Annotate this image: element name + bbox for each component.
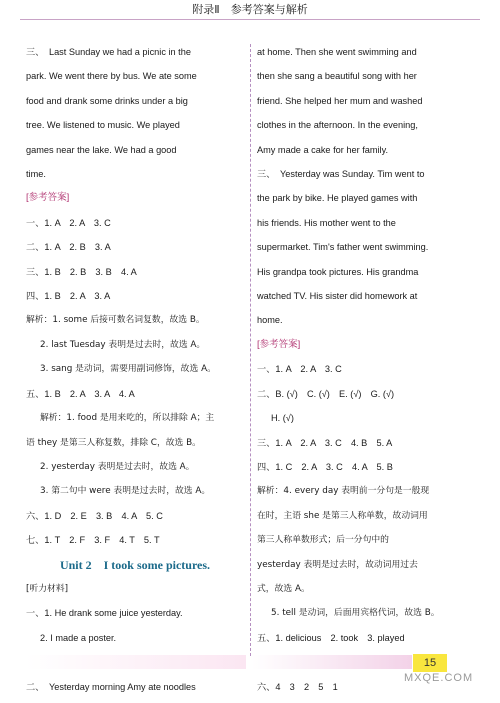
text-line: park. We went there by bus. We ate some: [26, 71, 197, 82]
listening-line: 一、1. He drank some juice yesterday.: [26, 608, 183, 619]
header-rule: [20, 19, 480, 20]
page-number: 15: [413, 654, 447, 672]
explanation-line: 解析：1. some 后接可数名词复数，故选 B。: [26, 315, 205, 326]
answer-line: 四、1. B 2. A 3. A: [26, 291, 111, 302]
answer-line: 二、B. (√) C. (√) E. (√) G. (√): [257, 388, 395, 399]
text-line: home.: [257, 315, 283, 326]
explanation-line: 2. last Tuesday 表明是过去时，故选 A。: [40, 339, 206, 350]
text-line: His grandpa took pictures. His grandma: [257, 266, 419, 277]
answer-line: 六、1. D 2. E 3. B 4. A 5. C: [26, 510, 163, 521]
unit-title: Unit 2 I took some pictures.: [59, 557, 211, 572]
text-line: food and drank some drinks under a big: [26, 95, 188, 106]
answer-key-label: [参考答案]: [257, 338, 301, 350]
right-column: [257, 40, 479, 699]
footer-decoration: [26, 655, 246, 669]
answer-line: 一、1. A 2. A 3. C: [257, 364, 342, 375]
explanation-line: yesterday 表明是过去时，故动词用过去: [257, 559, 418, 570]
text-line: games near the lake. We had a good: [26, 144, 177, 155]
answer-line: 六、4 3 2 5 1: [257, 681, 338, 692]
text-line: his friends. His mother went to the: [257, 217, 396, 228]
text-line: at home. Then she went swimming and: [257, 47, 417, 57]
listening-material-label: [听力材料]: [26, 583, 69, 594]
answer-line: H. (√): [271, 413, 294, 424]
text-line: clothes in the afternoon. In the evening,: [257, 120, 418, 131]
answer-key-label: [参考答案]: [26, 192, 70, 204]
text-line: watched TV. His sister did homework at: [257, 291, 418, 302]
explanation-line: 式，故选 A。: [257, 583, 310, 594]
explanation-line: 2. yesterday 表明是过去时，故选 A。: [40, 461, 195, 472]
listening-line: 二、 Yesterday morning Amy ate noodles: [26, 681, 196, 692]
text-line: then she sang a beautiful song with her: [257, 71, 417, 82]
explanation-line: 在时，主语 she 是第三人称单数，故动词用: [257, 510, 428, 521]
footer-decoration: [252, 655, 412, 669]
column-divider: [250, 44, 251, 656]
text-line: 三、 Last Sunday we had a picnic in the: [26, 47, 191, 57]
answer-line: 二、1. A 2. B 3. A: [26, 242, 111, 253]
page-header: 附录Ⅱ 参考答案与解析: [192, 3, 308, 16]
text-line: friend. She helped her mum and washed: [257, 95, 423, 106]
text-line: 三、 Yesterday was Sunday. Tim went to: [257, 169, 425, 180]
text-line: time.: [26, 169, 46, 180]
answer-line: 五、1. B 2. A 3. A 4. A: [26, 388, 135, 399]
explanation-line: 语 they 是第三人称复数，排除 C，故选 B。: [26, 437, 201, 448]
answer-line: 一、1. A 2. A 3. C: [26, 217, 111, 228]
explanation-line: 3. 第二句中 were 表明是过去时，故选 A。: [40, 486, 211, 497]
listening-line: 2. I made a poster.: [40, 632, 117, 643]
left-column: [26, 40, 244, 699]
explanation-line: 第三人称单数形式；后一分句中的: [257, 535, 389, 546]
text-line: Amy made a cake for her family.: [257, 144, 389, 155]
explanation-line: 3. sang 是动词，需要用副词修饰，故选 A。: [40, 364, 216, 375]
answer-line: 三、1. B 2. B 3. B 4. A: [26, 266, 137, 277]
explanation-line: 5. tell 是动词，后面用宾格代词，故选 B。: [271, 608, 440, 619]
watermark: MXQE.COM: [404, 672, 474, 684]
explanation-line: 解析：4. every day 表明前一分句是一般现: [257, 486, 430, 497]
answer-line: 五、1. delicious 2. took 3. played: [257, 632, 405, 643]
text-line: supermarket. Tim's father went swimming.: [257, 242, 429, 253]
text-line: the park by bike. He played games with: [257, 193, 418, 204]
answer-line: 四、1. C 2. A 3. C 4. A 5. B: [257, 461, 393, 472]
answer-line: 三、1. A 2. A 3. C 4. B 5. A: [257, 437, 393, 448]
text-line: tree. We listened to music. We played: [26, 120, 180, 131]
listening-passage-3: [26, 40, 244, 186]
answer-line: 七、1. T 2. F 3. F 4. T 5. T: [26, 535, 160, 546]
explanation-line: 解析：1. food 是用来吃的，所以排除 A；主: [40, 413, 215, 424]
